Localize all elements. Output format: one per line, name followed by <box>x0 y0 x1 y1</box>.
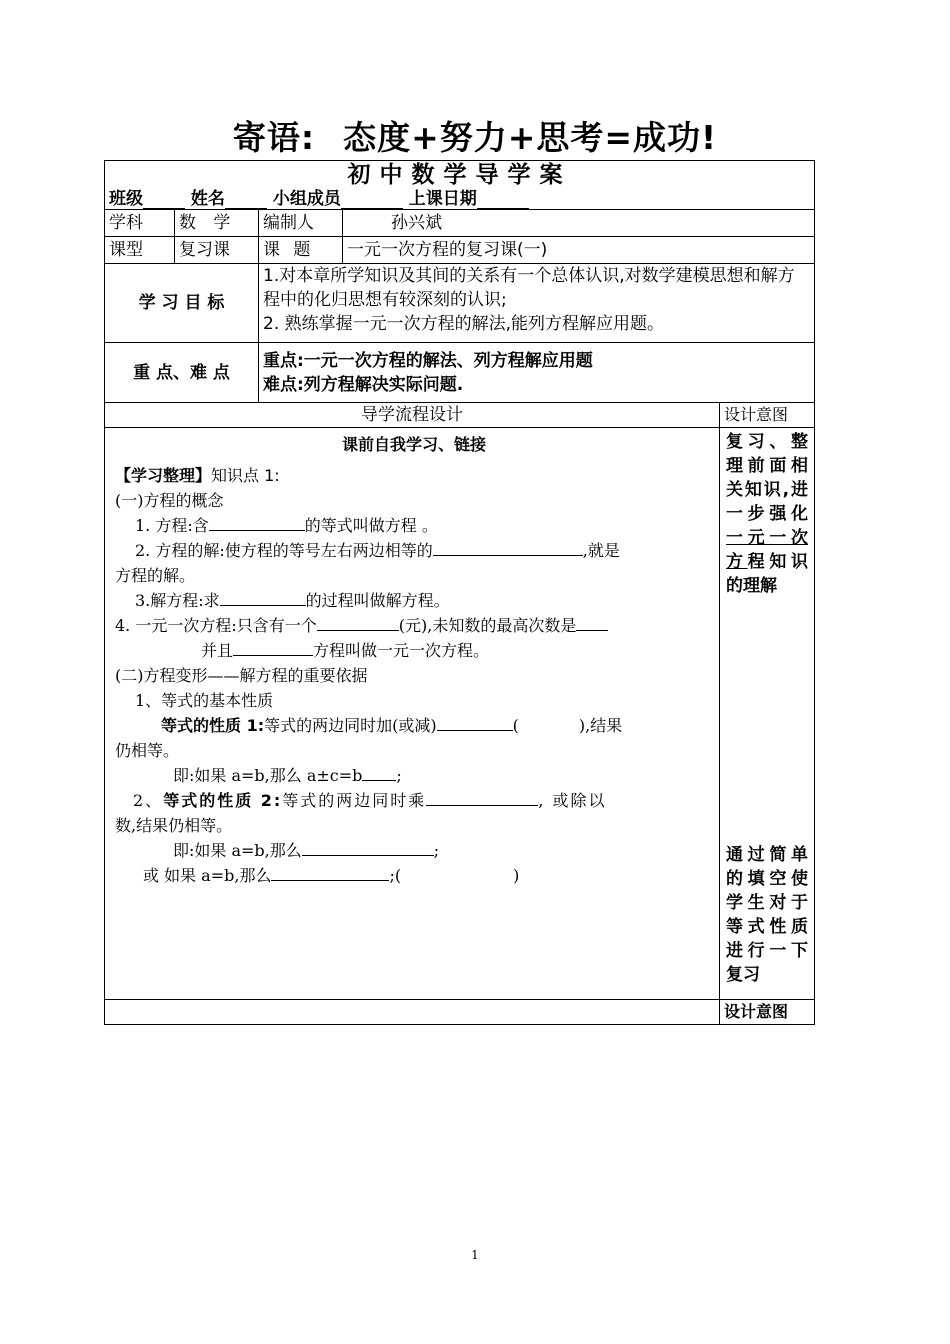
fill-blank[interactable] <box>576 613 608 631</box>
knowledge-point-heading <box>115 463 713 488</box>
flow-header: 导学流程设计 <box>105 403 720 428</box>
fill-blank[interactable] <box>271 863 389 881</box>
type-value: 复习课 <box>175 237 259 264</box>
subject-row <box>105 210 815 237</box>
section-2-title: (二)方程变形——解方程的重要依据 <box>115 666 368 685</box>
subject-label: 学科 <box>105 210 175 237</box>
topic-value: 一元一次方程的复习课(一) <box>343 237 815 264</box>
page-number: 1 <box>471 1248 479 1262</box>
fill-blank[interactable] <box>302 838 434 856</box>
item-2: 2. 方程的解:使方程的等号左右两边相等的 ,就是 <box>115 538 713 563</box>
topic-label: 课 题 <box>259 237 343 264</box>
date-blank[interactable] <box>477 190 529 209</box>
goal-item: 1.对本章所学知识及其间的关系有一个总体认识,对数学建模思想和解方程中的化归思想有较深刻的认识; <box>263 266 795 310</box>
bottom-row <box>105 1000 815 1025</box>
property-2: 2、等式的性质 2:等式的两边同时乘 , 或除以 <box>115 788 713 813</box>
fill-blank[interactable] <box>233 638 313 656</box>
intent-note-1: 复习、整理前面相关知识,进一步强化一元一次方程知识的理解 <box>726 432 809 596</box>
motto-prefix: 寄语: <box>232 118 316 157</box>
content-row <box>105 428 815 1000</box>
info-row <box>109 189 810 209</box>
flow-header-row <box>105 403 815 428</box>
property-1-cont: 仍相等。 <box>115 741 180 760</box>
class-blank[interactable] <box>143 190 185 209</box>
group-label: 小组成员 <box>272 189 341 209</box>
property-2-cont: 数,结果仍相等。 <box>115 816 233 835</box>
guided-content <box>105 428 720 1000</box>
class-label: 班级 <box>109 189 143 209</box>
key-points: 重点:一元一次方程的解法、列方程解应用题 <box>263 350 593 371</box>
key-content <box>259 343 815 403</box>
name-blank[interactable] <box>225 190 267 209</box>
item-1: 1. 方程:含 的等式叫做方程 。 <box>115 513 713 538</box>
title-row <box>105 161 815 210</box>
lesson-table <box>104 160 815 1025</box>
motto-text: 态度+努力+思考=成功! <box>343 118 718 157</box>
editor-label: 编制人 <box>259 210 343 237</box>
subsection-1: 1、等式的基本性质 <box>135 691 274 710</box>
item-2-cont: 方程的解。 <box>115 566 196 585</box>
item-3: 3.解方程:求 的过程叫做解方程。 <box>115 588 713 613</box>
fill-blank[interactable] <box>433 538 583 556</box>
goal-item: 2. 熟练掌握一元一次方程的解法,能列方程解应用题。 <box>263 314 665 334</box>
section-title: 课前自我学习、链接 <box>341 435 486 454</box>
bottom-intent-header: 设计意图 <box>720 1000 815 1025</box>
key-row <box>105 343 815 403</box>
kp-title: 知识点 1: <box>211 466 280 485</box>
property-2-example: 即:如果 a=b,那么 ; <box>115 838 713 863</box>
item-4-cont: 并且 方程叫做一元一次方程。 <box>115 638 713 663</box>
fill-blank[interactable] <box>426 788 538 806</box>
goals-content <box>259 264 815 343</box>
group-blank[interactable] <box>341 190 403 209</box>
design-intent-notes <box>720 428 815 1000</box>
key-label: 重 点、难 点 <box>105 343 259 403</box>
difficult-points: 难点:列方程解决实际问题. <box>263 374 464 395</box>
intent-note-2: 通过简单的填空使学生对于等式性质进行一下复习 <box>726 845 809 985</box>
fill-blank[interactable] <box>362 763 396 781</box>
intent-header: 设计意图 <box>720 403 815 428</box>
property-1-example: 即:如果 a=b,那么 a±c=b ; <box>115 763 713 788</box>
fill-blank[interactable] <box>437 713 513 731</box>
fill-blank[interactable] <box>317 613 399 631</box>
page-title: 初中数学导学案 <box>347 162 572 188</box>
property-2-example-alt: 或 如果 a=b,那么 ;( ) <box>115 863 713 888</box>
section-1-title: (一)方程的概念 <box>115 491 224 510</box>
date-label: 上课日期 <box>408 189 477 209</box>
editor-value: 孙兴斌 <box>343 210 815 237</box>
property-1: 等式的性质 1:等式的两边同时加(或减) ( ),结果 <box>115 713 713 738</box>
goals-label: 学 习 目 标 <box>105 264 259 343</box>
goals-row <box>105 264 815 343</box>
kp-tag: 【学习整理】 <box>115 466 212 485</box>
fill-blank[interactable] <box>209 513 305 531</box>
item-4: 4. 一元一次方程:只含有一个 (元),未知数的最高次数是 <box>115 613 713 638</box>
subject-value: 数 学 <box>175 210 259 237</box>
type-label: 课型 <box>105 237 175 264</box>
name-label: 姓名 <box>190 189 225 209</box>
type-row <box>105 237 815 264</box>
fill-blank[interactable] <box>220 588 306 606</box>
motto <box>0 112 950 159</box>
